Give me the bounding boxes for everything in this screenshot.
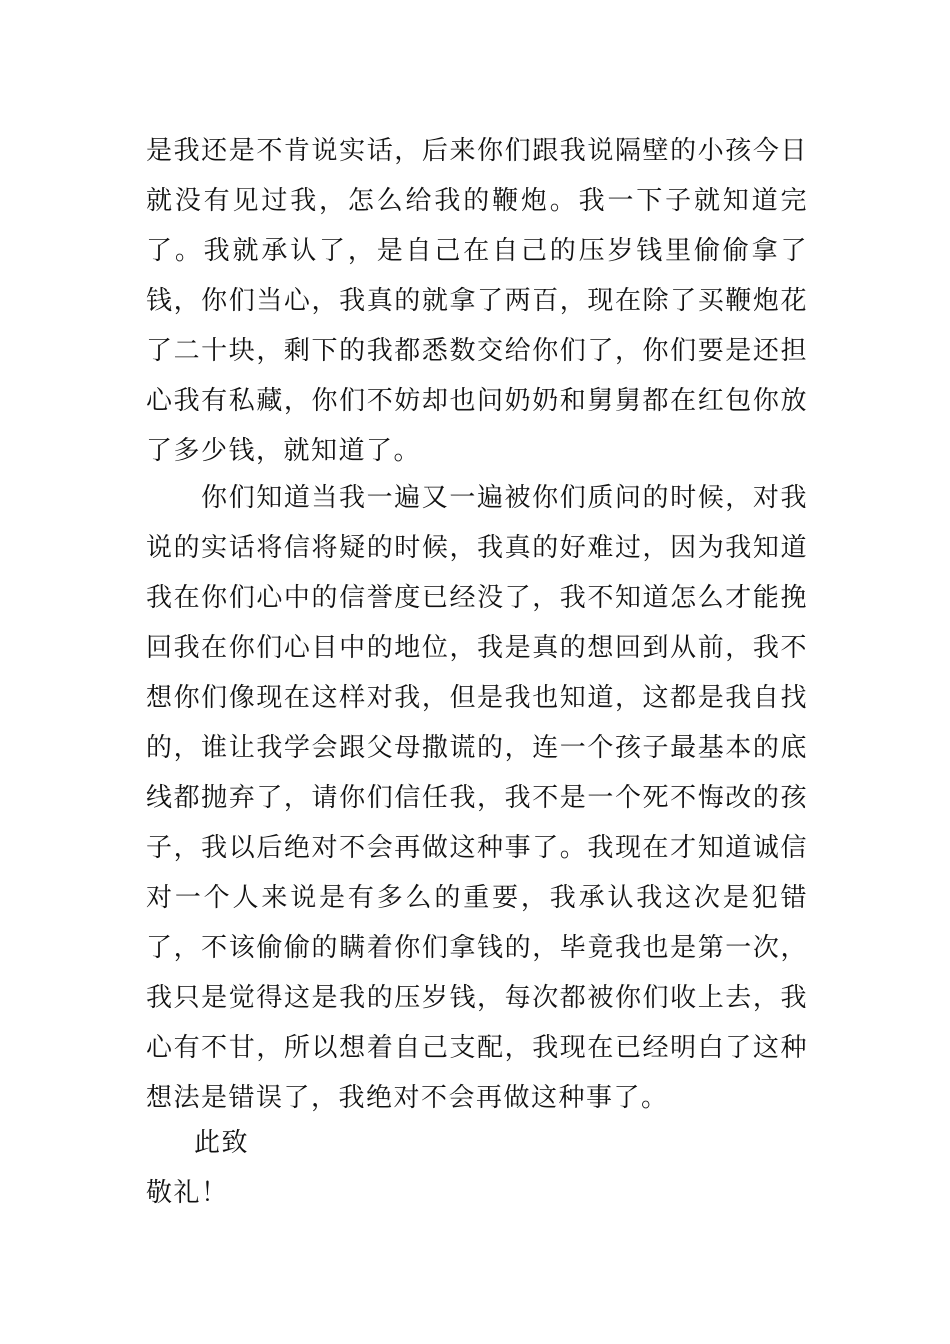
body-paragraph-1: 是我还是不肯说实话，后来你们跟我说隔壁的小孩今日就没有见过我，怎么给我的鞭炮。我一下子就知道完了。我就承认了，是自己在自己的压岁钱里偷偷拿了钱，你们当心，我真的就拿了两百，现在除了买鞭炮花了二十块，剩下的我都悉数交给你们了，你们要是还担心我有私藏，你们不妨却也问奶奶和舅舅都在红包你放了多少钱，就知道了。 [146,136,808,466]
salutation-line: 敬礼！ [146,1178,229,1208]
body-paragraph-2: 你们知道当我一遍又一遍被你们质问的时候，对我说的实话将信将疑的时候，我真的好难过，因为我知道我在你们心中的信誉度已经没了，我不知道怎么才能挽回我在你们心目中的地位，我是真的想回到从前，我不想你们像现在这样对我，但是我也知道，这都是我自找的，谁让我学会跟父母撒谎的，连一个孩子最基本的底线都抛弃了，请你们信任我，我不是一个死不悔改的孩子，我以后绝对不会再做这种事了。我现在才知道诚信对一个人来说是有多么的重要，我承认我这次是犯错了，不该偷偷的瞒着你们拿钱的，毕竟我也是第一次，我只是觉得这是我的压岁钱，每次都被你们收上去，我心有不甘，所以想着自己支配，我现在已经明白了这种想法是错误了，我绝对不会再做这种事了。 [146,483,808,1113]
closing-line: 此致 [194,1128,250,1158]
